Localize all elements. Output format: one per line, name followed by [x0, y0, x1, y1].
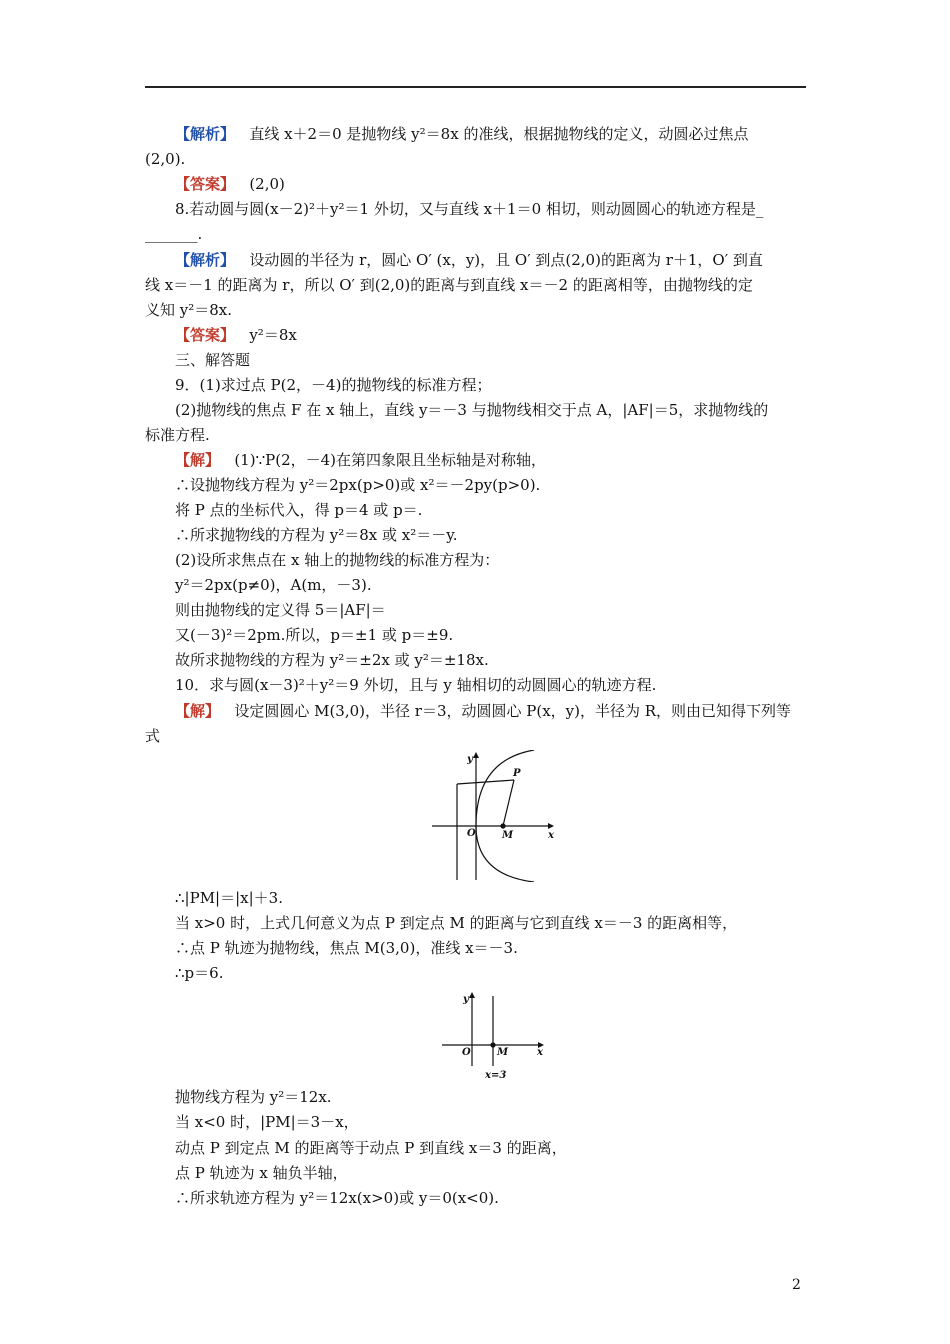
solution-tag: 【解】	[175, 702, 221, 720]
answer-tag: 【答案】	[175, 175, 236, 193]
page-number: 2	[792, 1277, 801, 1293]
text-line: 又(－3)²＝2pm.所以，p＝±1 或 p＝±9.	[175, 626, 454, 644]
line-figure	[440, 988, 550, 1080]
line-text: (1)∵P(2，－4)在第四象限且坐标轴是对称轴，	[234, 451, 547, 469]
answer-tag: 【答案】	[175, 326, 236, 344]
text-line: ∴点 P 轨迹为抛物线，焦点 M(3,0)，准线 x＝－3.	[175, 939, 518, 957]
text-line: 线 x＝－1 的距离为 r，所以 O′ 到(2,0)的距离与到直线 x＝－2 的距离相等，由抛物线的定	[145, 276, 753, 294]
text-line	[175, 250, 840, 270]
question-line: (2)抛物线的焦点 F 在 x 轴上，直线 y＝－3 与抛物线相交于点 A，|AF|＝5，求抛物线的	[175, 401, 769, 419]
text-line: 式	[145, 727, 161, 745]
question-line: 8.若动圆与圆(x－2)²＋y²＝1 外切，又与直线 x＋1＝0 相切，则动圆圆心的轨迹方程是_	[175, 200, 764, 218]
text-line	[175, 325, 840, 345]
text-line: ∴所求抛物线的方程为 y²＝8x 或 x²＝－y.	[175, 526, 458, 544]
x-axis-label: x	[548, 830, 554, 841]
text-line	[175, 174, 840, 194]
parabola-figure	[430, 750, 560, 882]
text-line: (2,0).	[145, 150, 186, 168]
origin-label: O	[462, 1047, 471, 1058]
line-text: 设动圆的半径为 r，圆心 O′ (x，y)，且 O′ 到点(2,0)的距离为 r＋1，O′ 到直	[249, 251, 763, 269]
text-line: ∴所求轨迹方程为 y²＝12x(x>0)或 y＝0(x<0).	[175, 1189, 499, 1207]
text-line: _______.	[145, 225, 203, 243]
line-x3-label: x=3	[485, 1070, 507, 1080]
analysis-tag: 【解析】	[175, 125, 236, 143]
line-text: 设定圆圆心 M(3,0)，半径 r＝3，动圆圆心 P(x，y)，半径为 R，则由已知得下列等	[234, 702, 792, 720]
header-rule	[145, 86, 806, 88]
point-p-label: P	[513, 768, 521, 779]
question-line: 9．(1)求过点 P(2，－4)的抛物线的标准方程；	[175, 376, 492, 394]
line-text: y²＝8x	[249, 326, 297, 344]
section-heading: 三、解答题	[175, 351, 251, 369]
question-line: 10．求与圆(x－3)²＋y²＝9 外切，且与 y 轴相切的动圆圆心的轨迹方程.	[175, 676, 657, 694]
text-line: ∴p＝6.	[175, 964, 224, 982]
text-line: 抛物线方程为 y²＝12x.	[175, 1088, 332, 1106]
text-line: 标准方程.	[145, 426, 210, 444]
text-line: y²＝2px(p≠0)，A(m，－3).	[175, 576, 372, 594]
analysis-tag: 【解析】	[175, 251, 236, 269]
text-line: 当 x<0 时，|PM|＝3－x，	[175, 1113, 359, 1131]
text-line	[175, 450, 840, 470]
y-axis-label: y	[463, 994, 469, 1005]
text-line: ∴设抛物线方程为 y²＝2px(p>0)或 x²＝－2py(p>0).	[175, 476, 541, 494]
text-line: ∴|PM|＝|x|＋3.	[175, 889, 283, 907]
point-m-label: M	[497, 1047, 509, 1058]
text-line	[175, 124, 840, 144]
text-line: 点 P 轨迹为 x 轴负半轴，	[175, 1164, 348, 1182]
text-line: 将 P 点的坐标代入，得 p＝4 或 p＝.	[175, 501, 423, 519]
text-line: 当 x>0 时，上式几何意义为点 P 到定点 M 的距离与它到直线 x＝－3 的距离相等，	[175, 914, 738, 932]
text-line: 义知 y²＝8x.	[145, 301, 233, 319]
text-line: 故所求抛物线的方程为 y²＝±2x 或 y²＝±18x.	[175, 651, 489, 669]
y-axis-label: y	[467, 754, 473, 765]
x-axis-label: x	[537, 1047, 543, 1058]
text-line	[175, 701, 840, 721]
origin-label: O	[467, 828, 476, 839]
line-text: 直线 x＋2＝0 是抛物线 y²＝8x 的准线，根据抛物线的定义，动圆必过焦点	[249, 125, 749, 143]
text-line: (2)设所求焦点在 x 轴上的抛物线的标准方程为：	[175, 551, 500, 569]
solution-tag: 【解】	[175, 451, 221, 469]
point-m-label: M	[502, 830, 514, 841]
text-line: 动点 P 到定点 M 的距离等于动点 P 到直线 x＝3 的距离，	[175, 1139, 567, 1157]
text-line: 则由抛物线的定义得 5＝|AF|＝	[175, 601, 386, 619]
line-text: (2,0)	[249, 175, 285, 193]
